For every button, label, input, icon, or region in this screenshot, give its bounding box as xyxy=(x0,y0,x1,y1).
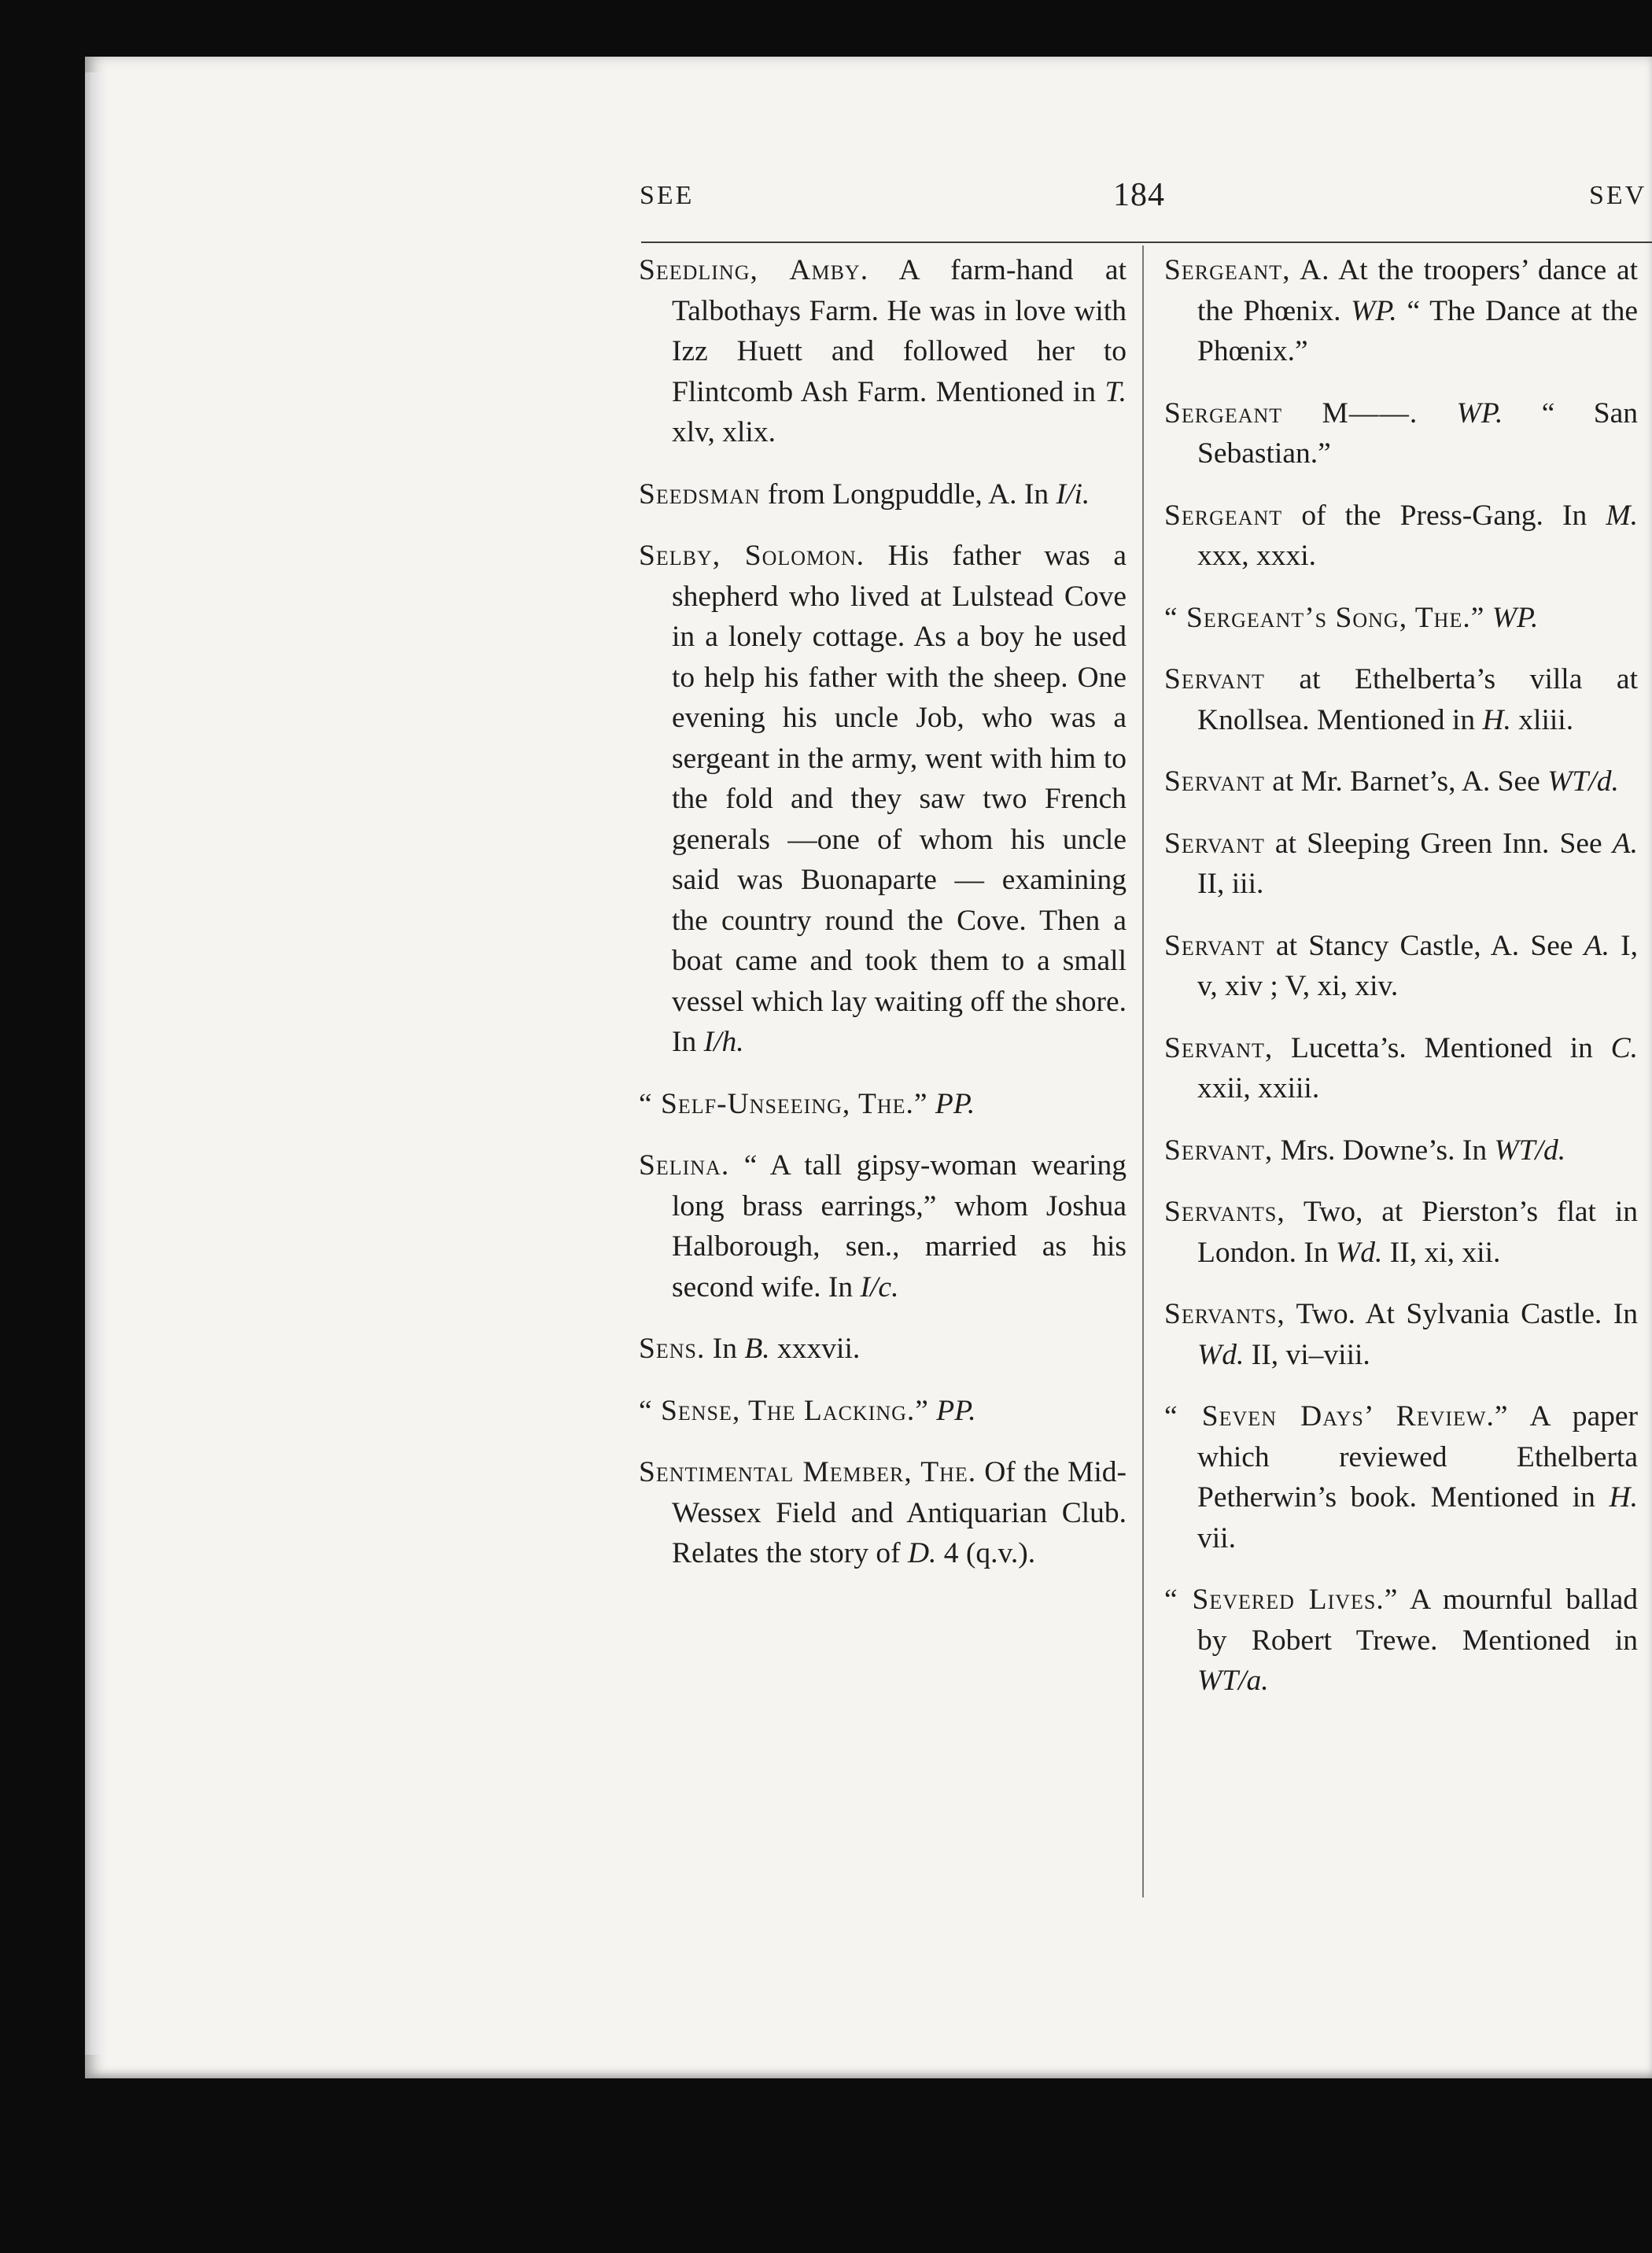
entry-tail: xxxvii. xyxy=(769,1333,861,1365)
entry-reference: I/c. xyxy=(860,1270,899,1303)
index-entry xyxy=(1164,1028,1638,1109)
left-column xyxy=(639,250,1127,1595)
entry-reference: WP. xyxy=(1351,294,1397,327)
index-entry xyxy=(639,250,1127,453)
entry-headword: Sentimental Member, The. xyxy=(639,1456,977,1488)
entry-reference: T. xyxy=(1104,375,1127,408)
entry-headword: Servant xyxy=(1164,827,1265,860)
entry-text: at Stancy Castle, A. See xyxy=(1264,929,1584,962)
index-entry xyxy=(639,1391,1127,1432)
index-entry xyxy=(639,536,1127,1063)
entry-text: His father was a shepherd who lived at Lulstead Cove in a lonely cottage. As a boy he used to help his father with the sheep. One evening his uncle Job, who was a sergeant in the army, went with him to the fold and they saw two French generals —one of whom his uncle said was Buonaparte — examining the country round the Cove. Then a boat came and took them to a small vessel which lay waiting off the shore. In xyxy=(672,540,1127,1058)
entry-tail: II, vi–viii. xyxy=(1244,1338,1370,1371)
entry-headword: “ Sergeant’s Song, The.” xyxy=(1164,601,1485,634)
index-entry xyxy=(1164,926,1638,1007)
entry-reference: WP. xyxy=(1492,601,1539,634)
index-entry xyxy=(1164,1580,1638,1702)
entry-text xyxy=(1418,397,1456,430)
entry-headword: “ Severed Lives.” xyxy=(1164,1584,1399,1616)
entry-tail: “ The Dance at the Phœnix.” xyxy=(1197,294,1638,367)
entry-tail: xxx, xxxi. xyxy=(1197,540,1317,572)
entry-text: Two, at Pierston’s flat in London. In xyxy=(1197,1196,1638,1269)
entry-reference: PP. xyxy=(936,1394,976,1427)
entry-text: A mournful ballad by Robert Trewe. Mentioned in xyxy=(1197,1584,1638,1657)
entry-text: Mrs. Downe’s. In xyxy=(1273,1134,1495,1167)
entry-tail: II, iii. xyxy=(1197,868,1264,900)
index-entry xyxy=(1164,824,1638,905)
entry-reference: WT/d. xyxy=(1547,765,1619,798)
index-entry xyxy=(1164,496,1638,577)
entry-text: at Sleeping Green Inn. See xyxy=(1264,827,1613,860)
entry-text: “ A tall gipsy-woman wearing long brass earrings,” whom Joshua Halborough, sen., married as his second wife. In xyxy=(672,1149,1127,1303)
entry-reference: I/h. xyxy=(703,1026,744,1058)
entry-text: Two. At Sylvania Castle. In xyxy=(1285,1298,1638,1330)
running-head-right: SEV xyxy=(1589,181,1647,210)
entry-reference: Wd. xyxy=(1336,1236,1383,1269)
index-entry xyxy=(1164,1396,1638,1558)
entry-text: from Longpuddle, A. In xyxy=(760,478,1056,511)
entry-text: of the Press-Gang. In xyxy=(1282,499,1606,532)
entry-text: Of the Mid-Wessex Field and Antiquarian Club. Relates the story of xyxy=(672,1456,1127,1569)
entry-reference: PP. xyxy=(935,1087,975,1120)
entry-headword: Selina. xyxy=(639,1149,730,1182)
page-edge-shadow xyxy=(85,72,102,2055)
entry-headword: Servant xyxy=(1164,929,1265,962)
entry-headword: Servant, xyxy=(1164,1031,1274,1064)
entry-headword: Servant, xyxy=(1164,1134,1274,1167)
running-head-left: SEE xyxy=(640,181,695,210)
entry-reference: WT/d. xyxy=(1494,1134,1566,1167)
header-rule xyxy=(641,242,1652,243)
entry-text xyxy=(929,1395,936,1427)
entry-tail: vii. xyxy=(1197,1521,1236,1554)
entry-reference: WP. xyxy=(1456,396,1503,430)
entry-text: In xyxy=(705,1333,745,1365)
entry-reference: D. xyxy=(907,1537,937,1569)
entry-text: at Ethelberta’s villa at Knollsea. Mentioned in xyxy=(1197,663,1638,736)
entry-text xyxy=(1484,602,1492,634)
entry-reference: H. xyxy=(1482,703,1511,736)
index-entry xyxy=(639,1084,1127,1125)
entry-text: A farm-hand at Talbothays Farm. He was in love with Izz Huett and followed her to Flintcomb Ash Farm. Mentioned in xyxy=(672,254,1127,408)
entry-headword: Servant xyxy=(1164,663,1265,695)
entry-headword: “ Sense, The Lacking.” xyxy=(639,1394,929,1427)
index-entry xyxy=(1164,761,1638,802)
entry-text xyxy=(928,1088,935,1120)
entry-reference: I/i. xyxy=(1056,478,1090,511)
right-column xyxy=(1164,250,1638,1723)
index-entry xyxy=(1164,659,1638,740)
index-entry xyxy=(639,474,1127,515)
entry-headword: “ Seven Days’ Review.” xyxy=(1164,1400,1509,1433)
entry-tail: 4 (q.v.). xyxy=(936,1537,1036,1569)
index-entry xyxy=(1164,1130,1638,1171)
entry-reference: H. xyxy=(1609,1481,1638,1514)
entry-reference: B. xyxy=(744,1333,770,1365)
column-divider xyxy=(1142,245,1144,1897)
entry-reference: M. xyxy=(1606,499,1638,532)
entry-reference: C. xyxy=(1610,1031,1638,1064)
entry-headword: Sens. xyxy=(639,1333,706,1365)
entry-text: at Mr. Barnet’s, A. See xyxy=(1264,765,1548,798)
entry-text: Lucetta’s. Mentioned in xyxy=(1273,1031,1611,1064)
entry-reference: A. xyxy=(1584,929,1610,962)
entry-headword: Seedsman xyxy=(639,478,761,511)
entry-headword: “ Self-Unseeing, The.” xyxy=(639,1087,928,1120)
entry-tail: “ San Sebastian.” xyxy=(1197,396,1639,470)
entry-tail: xlv, xlix. xyxy=(672,416,776,448)
index-entry xyxy=(639,1452,1127,1574)
entry-reference: A. xyxy=(1612,827,1638,860)
entry-reference: Wd. xyxy=(1197,1338,1245,1371)
entry-headword: Sergeant, A. xyxy=(1164,254,1330,286)
index-entry xyxy=(639,1329,1127,1370)
entry-headword: Sergeant xyxy=(1164,499,1283,532)
entry-headword: Selby, Solomon. xyxy=(639,540,865,572)
index-entry xyxy=(1164,1192,1638,1273)
index-entry xyxy=(1164,250,1638,372)
index-entry xyxy=(1164,598,1638,639)
entry-headword: Servants, xyxy=(1164,1196,1285,1228)
index-entry xyxy=(639,1145,1127,1307)
entry-tail: xliii. xyxy=(1510,703,1574,736)
entry-tail: xxii, xxiii. xyxy=(1197,1072,1320,1104)
entry-headword: Servants, xyxy=(1164,1298,1285,1330)
entry-headword: Seedling, Amby. xyxy=(639,254,869,286)
entry-text: A paper which reviewed Ethelberta Petherwin’s book. Mentioned in xyxy=(1197,1400,1638,1514)
entry-tail: II, xi, xii. xyxy=(1382,1236,1501,1269)
index-entry xyxy=(1164,393,1638,474)
index-entry xyxy=(1164,1294,1638,1375)
page-number: 184 xyxy=(1113,177,1165,213)
entry-headword: Sergeant M——. xyxy=(1164,396,1418,430)
entry-headword: Servant xyxy=(1164,765,1265,798)
entry-reference: WT/a. xyxy=(1197,1665,1269,1697)
entry-tail: I, v, xiv ; V, xi, xiv. xyxy=(1197,929,1638,1002)
entry-text: At the troopers’ dance at the Phœnix. xyxy=(1197,254,1639,327)
